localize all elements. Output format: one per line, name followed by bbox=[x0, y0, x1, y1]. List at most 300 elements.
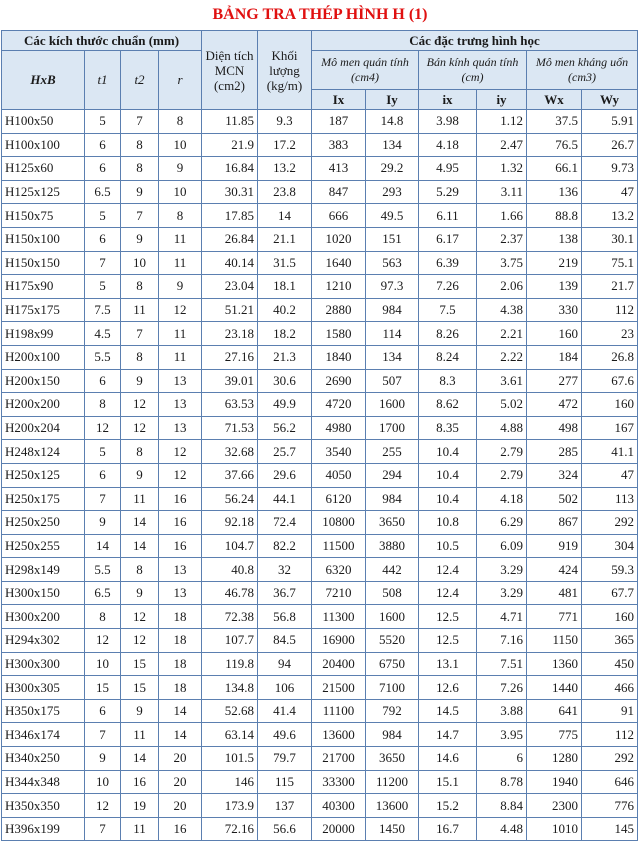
cell-r: 11 bbox=[159, 322, 202, 346]
cell-t1: 4.5 bbox=[85, 322, 121, 346]
cell-iy: 255 bbox=[366, 440, 419, 464]
cell-t2: 7 bbox=[121, 110, 159, 134]
cell-r: 16 bbox=[159, 817, 202, 841]
cell-t2: 14 bbox=[121, 534, 159, 558]
cell-t1: 6 bbox=[85, 227, 121, 251]
cell-designation: H294x302 bbox=[2, 629, 85, 653]
cell-r: 9 bbox=[159, 275, 202, 299]
cell-weight: 137 bbox=[258, 794, 312, 818]
cell-wy: 292 bbox=[582, 511, 638, 535]
cell-wy: 30.1 bbox=[582, 227, 638, 251]
cell-ix: 1840 bbox=[312, 345, 366, 369]
table-row bbox=[2, 110, 638, 134]
cell-ry: 2.06 bbox=[477, 275, 527, 299]
cell-wy: 67.6 bbox=[582, 369, 638, 393]
cell-wx: 502 bbox=[527, 487, 582, 511]
cell-area: 56.24 bbox=[202, 487, 258, 511]
cell-r: 13 bbox=[159, 581, 202, 605]
cell-ry: 8.78 bbox=[477, 770, 527, 794]
cell-rx: 8.3 bbox=[419, 369, 477, 393]
cell-ry: 4.38 bbox=[477, 298, 527, 322]
cell-r: 10 bbox=[159, 133, 202, 157]
cell-designation: H340x250 bbox=[2, 747, 85, 771]
cell-wx: 160 bbox=[527, 322, 582, 346]
cell-area: 72.38 bbox=[202, 605, 258, 629]
cell-t2: 14 bbox=[121, 747, 159, 771]
cell-ry: 2.47 bbox=[477, 133, 527, 157]
cell-weight: 31.5 bbox=[258, 251, 312, 275]
cell-t1: 5.5 bbox=[85, 345, 121, 369]
cell-ry: 3.11 bbox=[477, 180, 527, 204]
cell-t1: 7.5 bbox=[85, 298, 121, 322]
col-iy-header: Iy bbox=[366, 90, 419, 110]
cell-ry: 7.26 bbox=[477, 676, 527, 700]
cell-r: 12 bbox=[159, 298, 202, 322]
cell-designation: H396x199 bbox=[2, 817, 85, 841]
cell-iy: 3650 bbox=[366, 511, 419, 535]
cell-wy: 646 bbox=[582, 770, 638, 794]
cell-wy: 13.2 bbox=[582, 204, 638, 228]
cell-r: 14 bbox=[159, 723, 202, 747]
table-row bbox=[2, 440, 638, 464]
cell-iy: 14.8 bbox=[366, 110, 419, 134]
cell-t2: 12 bbox=[121, 416, 159, 440]
cell-t2: 9 bbox=[121, 699, 159, 723]
cell-t2: 8 bbox=[121, 558, 159, 582]
cell-t1: 12 bbox=[85, 794, 121, 818]
table-row bbox=[2, 605, 638, 629]
cell-iy: 3880 bbox=[366, 534, 419, 558]
cell-ix: 1640 bbox=[312, 251, 366, 275]
modulus-header: Mô men kháng uốn (cm3) bbox=[527, 51, 638, 90]
cell-r: 13 bbox=[159, 558, 202, 582]
cell-wy: 67.7 bbox=[582, 581, 638, 605]
cell-r: 18 bbox=[159, 629, 202, 653]
cell-ry: 6 bbox=[477, 747, 527, 771]
cell-weight: 21.3 bbox=[258, 345, 312, 369]
radius-header: Bán kính quán tính (cm) bbox=[419, 51, 527, 90]
table-row bbox=[2, 369, 638, 393]
cell-rx: 10.4 bbox=[419, 487, 477, 511]
cell-ry: 7.16 bbox=[477, 629, 527, 653]
cell-iy: 11200 bbox=[366, 770, 419, 794]
cell-ix: 1580 bbox=[312, 322, 366, 346]
cell-designation: H250x250 bbox=[2, 511, 85, 535]
cell-ix: 4980 bbox=[312, 416, 366, 440]
cell-ix: 6320 bbox=[312, 558, 366, 582]
cell-weight: 40.2 bbox=[258, 298, 312, 322]
cell-t1: 5 bbox=[85, 204, 121, 228]
cell-r: 11 bbox=[159, 227, 202, 251]
cell-ry: 1.32 bbox=[477, 157, 527, 181]
cell-area: 17.85 bbox=[202, 204, 258, 228]
cell-wy: 160 bbox=[582, 393, 638, 417]
cell-weight: 56.2 bbox=[258, 416, 312, 440]
cell-ry: 1.66 bbox=[477, 204, 527, 228]
cell-iy: 984 bbox=[366, 487, 419, 511]
cell-designation: H248x124 bbox=[2, 440, 85, 464]
cell-designation: H150x75 bbox=[2, 204, 85, 228]
cell-t2: 15 bbox=[121, 652, 159, 676]
cell-weight: 56.8 bbox=[258, 605, 312, 629]
table-row bbox=[2, 133, 638, 157]
cell-t1: 5.5 bbox=[85, 558, 121, 582]
cell-area: 104.7 bbox=[202, 534, 258, 558]
cell-iy: 13600 bbox=[366, 794, 419, 818]
cell-rx: 6.39 bbox=[419, 251, 477, 275]
cell-weight: 84.5 bbox=[258, 629, 312, 653]
cell-designation: H100x100 bbox=[2, 133, 85, 157]
cell-designation: H300x300 bbox=[2, 652, 85, 676]
cell-iy: 1600 bbox=[366, 393, 419, 417]
cell-wy: 160 bbox=[582, 605, 638, 629]
cell-t1: 9 bbox=[85, 747, 121, 771]
cell-t2: 8 bbox=[121, 157, 159, 181]
cell-wx: 285 bbox=[527, 440, 582, 464]
cell-designation: H200x100 bbox=[2, 345, 85, 369]
cell-wx: 184 bbox=[527, 345, 582, 369]
cell-weight: 21.1 bbox=[258, 227, 312, 251]
cell-area: 72.16 bbox=[202, 817, 258, 841]
cell-designation: H350x175 bbox=[2, 699, 85, 723]
weight-header: Khối lượng (kg/m) bbox=[258, 31, 312, 110]
cell-rx: 12.4 bbox=[419, 558, 477, 582]
cell-iy: 49.5 bbox=[366, 204, 419, 228]
table-row bbox=[2, 204, 638, 228]
cell-t2: 15 bbox=[121, 676, 159, 700]
cell-area: 21.9 bbox=[202, 133, 258, 157]
cell-t1: 6.5 bbox=[85, 581, 121, 605]
table-row bbox=[2, 227, 638, 251]
cell-ix: 33300 bbox=[312, 770, 366, 794]
cell-rx: 14.6 bbox=[419, 747, 477, 771]
cell-weight: 79.7 bbox=[258, 747, 312, 771]
cell-t1: 10 bbox=[85, 652, 121, 676]
table-row bbox=[2, 770, 638, 794]
cell-t1: 7 bbox=[85, 817, 121, 841]
cell-t1: 7 bbox=[85, 723, 121, 747]
table-row bbox=[2, 723, 638, 747]
cell-area: 134.8 bbox=[202, 676, 258, 700]
cell-ix: 21500 bbox=[312, 676, 366, 700]
cell-weight: 13.2 bbox=[258, 157, 312, 181]
cell-weight: 36.7 bbox=[258, 581, 312, 605]
cell-rx: 8.62 bbox=[419, 393, 477, 417]
cell-designation: H298x149 bbox=[2, 558, 85, 582]
cell-wy: 145 bbox=[582, 817, 638, 841]
cell-wx: 330 bbox=[527, 298, 582, 322]
cell-ry: 8.84 bbox=[477, 794, 527, 818]
cell-weight: 94 bbox=[258, 652, 312, 676]
cell-t1: 14 bbox=[85, 534, 121, 558]
cell-designation: H198x99 bbox=[2, 322, 85, 346]
cell-ry: 3.75 bbox=[477, 251, 527, 275]
cell-designation: H346x174 bbox=[2, 723, 85, 747]
table-row bbox=[2, 794, 638, 818]
cell-rx: 12.5 bbox=[419, 629, 477, 653]
cell-weight: 25.7 bbox=[258, 440, 312, 464]
cell-rx: 7.5 bbox=[419, 298, 477, 322]
area-header: Diện tích MCN (cm2) bbox=[202, 31, 258, 110]
cell-ix: 10800 bbox=[312, 511, 366, 535]
cell-designation: H200x204 bbox=[2, 416, 85, 440]
cell-weight: 115 bbox=[258, 770, 312, 794]
table-row bbox=[2, 699, 638, 723]
cell-ix: 21700 bbox=[312, 747, 366, 771]
cell-wx: 867 bbox=[527, 511, 582, 535]
cell-t2: 12 bbox=[121, 629, 159, 653]
cell-r: 20 bbox=[159, 794, 202, 818]
cell-weight: 82.2 bbox=[258, 534, 312, 558]
cell-weight: 32 bbox=[258, 558, 312, 582]
cell-wx: 324 bbox=[527, 463, 582, 487]
cell-wy: 776 bbox=[582, 794, 638, 818]
cell-wy: 26.8 bbox=[582, 345, 638, 369]
cell-iy: 293 bbox=[366, 180, 419, 204]
cell-ry: 2.21 bbox=[477, 322, 527, 346]
col-rx-header: ix bbox=[419, 90, 477, 110]
cell-ry: 3.29 bbox=[477, 558, 527, 582]
cell-rx: 12.5 bbox=[419, 605, 477, 629]
cell-t2: 11 bbox=[121, 298, 159, 322]
table-row bbox=[2, 322, 638, 346]
cell-ix: 13600 bbox=[312, 723, 366, 747]
cell-t2: 8 bbox=[121, 133, 159, 157]
cell-r: 14 bbox=[159, 699, 202, 723]
cell-r: 9 bbox=[159, 157, 202, 181]
table-row bbox=[2, 534, 638, 558]
cell-area: 107.7 bbox=[202, 629, 258, 653]
cell-wx: 139 bbox=[527, 275, 582, 299]
cell-t1: 15 bbox=[85, 676, 121, 700]
cell-wy: 292 bbox=[582, 747, 638, 771]
cell-t1: 6 bbox=[85, 157, 121, 181]
cell-designation: H250x255 bbox=[2, 534, 85, 558]
col-t2-header: t2 bbox=[121, 51, 159, 110]
cell-wy: 466 bbox=[582, 676, 638, 700]
cell-designation: H350x350 bbox=[2, 794, 85, 818]
cell-area: 16.84 bbox=[202, 157, 258, 181]
cell-t2: 7 bbox=[121, 322, 159, 346]
cell-ry: 2.37 bbox=[477, 227, 527, 251]
cell-area: 40.8 bbox=[202, 558, 258, 582]
cell-ix: 847 bbox=[312, 180, 366, 204]
cell-iy: 1600 bbox=[366, 605, 419, 629]
cell-iy: 508 bbox=[366, 581, 419, 605]
cell-designation: H200x150 bbox=[2, 369, 85, 393]
cell-ry: 3.29 bbox=[477, 581, 527, 605]
cell-iy: 134 bbox=[366, 133, 419, 157]
cell-ix: 4050 bbox=[312, 463, 366, 487]
cell-t1: 12 bbox=[85, 416, 121, 440]
cell-weight: 29.6 bbox=[258, 463, 312, 487]
cell-ry: 7.51 bbox=[477, 652, 527, 676]
cell-rx: 15.1 bbox=[419, 770, 477, 794]
cell-t1: 8 bbox=[85, 605, 121, 629]
cell-area: 23.18 bbox=[202, 322, 258, 346]
cell-r: 13 bbox=[159, 369, 202, 393]
cell-iy: 134 bbox=[366, 345, 419, 369]
cell-r: 18 bbox=[159, 676, 202, 700]
cell-ry: 4.18 bbox=[477, 487, 527, 511]
cell-iy: 97.3 bbox=[366, 275, 419, 299]
cell-rx: 14.5 bbox=[419, 699, 477, 723]
cell-weight: 23.8 bbox=[258, 180, 312, 204]
cell-t2: 12 bbox=[121, 605, 159, 629]
cell-rx: 3.98 bbox=[419, 110, 477, 134]
cell-ix: 7210 bbox=[312, 581, 366, 605]
cell-rx: 12.6 bbox=[419, 676, 477, 700]
cell-wy: 450 bbox=[582, 652, 638, 676]
cell-ry: 2.22 bbox=[477, 345, 527, 369]
cell-wy: 91 bbox=[582, 699, 638, 723]
cell-t1: 10 bbox=[85, 770, 121, 794]
cell-area: 52.68 bbox=[202, 699, 258, 723]
cell-ry: 2.79 bbox=[477, 463, 527, 487]
cell-t1: 6 bbox=[85, 369, 121, 393]
cell-iy: 507 bbox=[366, 369, 419, 393]
cell-ry: 1.12 bbox=[477, 110, 527, 134]
cell-t2: 10 bbox=[121, 251, 159, 275]
cell-wy: 113 bbox=[582, 487, 638, 511]
cell-wx: 472 bbox=[527, 393, 582, 417]
cell-rx: 7.26 bbox=[419, 275, 477, 299]
props-group-header: Các đặc trưng hình học bbox=[312, 31, 638, 51]
cell-ix: 11100 bbox=[312, 699, 366, 723]
cell-iy: 294 bbox=[366, 463, 419, 487]
cell-wx: 1440 bbox=[527, 676, 582, 700]
cell-area: 146 bbox=[202, 770, 258, 794]
cell-t2: 16 bbox=[121, 770, 159, 794]
cell-wy: 167 bbox=[582, 416, 638, 440]
cell-r: 8 bbox=[159, 204, 202, 228]
cell-area: 23.04 bbox=[202, 275, 258, 299]
cell-designation: H300x150 bbox=[2, 581, 85, 605]
cell-ix: 1210 bbox=[312, 275, 366, 299]
cell-designation: H175x175 bbox=[2, 298, 85, 322]
cell-area: 46.78 bbox=[202, 581, 258, 605]
table-row bbox=[2, 251, 638, 275]
steel-h-table bbox=[1, 30, 638, 841]
cell-area: 71.53 bbox=[202, 416, 258, 440]
cell-t1: 6 bbox=[85, 133, 121, 157]
page-title: BẢNG TRA THÉP HÌNH H (1) bbox=[212, 6, 428, 23]
cell-wy: 5.91 bbox=[582, 110, 638, 134]
cell-weight: 30.6 bbox=[258, 369, 312, 393]
cell-t2: 9 bbox=[121, 369, 159, 393]
cell-r: 16 bbox=[159, 534, 202, 558]
cell-t1: 7 bbox=[85, 487, 121, 511]
cell-area: 101.5 bbox=[202, 747, 258, 771]
cell-iy: 1450 bbox=[366, 817, 419, 841]
cell-t1: 5 bbox=[85, 440, 121, 464]
col-ix-header: Ix bbox=[312, 90, 366, 110]
cell-rx: 14.7 bbox=[419, 723, 477, 747]
cell-weight: 106 bbox=[258, 676, 312, 700]
table-row bbox=[2, 747, 638, 771]
cell-weight: 14 bbox=[258, 204, 312, 228]
cell-r: 8 bbox=[159, 110, 202, 134]
table-row bbox=[2, 275, 638, 299]
cell-weight: 44.1 bbox=[258, 487, 312, 511]
cell-t1: 8 bbox=[85, 393, 121, 417]
cell-rx: 13.1 bbox=[419, 652, 477, 676]
cell-ix: 666 bbox=[312, 204, 366, 228]
cell-ry: 3.88 bbox=[477, 699, 527, 723]
cell-ry: 6.29 bbox=[477, 511, 527, 535]
cell-designation: H150x150 bbox=[2, 251, 85, 275]
cell-ix: 2880 bbox=[312, 298, 366, 322]
table-row bbox=[2, 652, 638, 676]
table-row bbox=[2, 393, 638, 417]
table-row bbox=[2, 463, 638, 487]
cell-area: 63.14 bbox=[202, 723, 258, 747]
cell-designation: H300x200 bbox=[2, 605, 85, 629]
cell-t1: 6 bbox=[85, 699, 121, 723]
cell-rx: 8.35 bbox=[419, 416, 477, 440]
cell-t1: 6.5 bbox=[85, 180, 121, 204]
table-row bbox=[2, 416, 638, 440]
cell-wy: 21.7 bbox=[582, 275, 638, 299]
cell-wy: 112 bbox=[582, 723, 638, 747]
cell-ix: 413 bbox=[312, 157, 366, 181]
cell-r: 16 bbox=[159, 487, 202, 511]
cell-designation: H175x90 bbox=[2, 275, 85, 299]
cell-weight: 49.6 bbox=[258, 723, 312, 747]
cell-rx: 16.7 bbox=[419, 817, 477, 841]
cell-ix: 16900 bbox=[312, 629, 366, 653]
dims-group-header: Các kích thước chuẩn (mm) bbox=[2, 31, 202, 51]
cell-area: 63.53 bbox=[202, 393, 258, 417]
cell-ry: 4.71 bbox=[477, 605, 527, 629]
cell-iy: 6750 bbox=[366, 652, 419, 676]
cell-designation: H125x125 bbox=[2, 180, 85, 204]
cell-wx: 1150 bbox=[527, 629, 582, 653]
table-row bbox=[2, 817, 638, 841]
cell-t2: 9 bbox=[121, 227, 159, 251]
cell-ix: 40300 bbox=[312, 794, 366, 818]
cell-area: 30.31 bbox=[202, 180, 258, 204]
cell-wx: 641 bbox=[527, 699, 582, 723]
cell-iy: 151 bbox=[366, 227, 419, 251]
cell-ry: 3.95 bbox=[477, 723, 527, 747]
table-body bbox=[2, 110, 638, 841]
cell-rx: 15.2 bbox=[419, 794, 477, 818]
table-row bbox=[2, 511, 638, 535]
cell-wx: 2300 bbox=[527, 794, 582, 818]
cell-area: 40.14 bbox=[202, 251, 258, 275]
cell-wx: 136 bbox=[527, 180, 582, 204]
cell-designation: H100x50 bbox=[2, 110, 85, 134]
col-t1-header: t1 bbox=[85, 51, 121, 110]
cell-ry: 2.79 bbox=[477, 440, 527, 464]
cell-wx: 1010 bbox=[527, 817, 582, 841]
cell-r: 20 bbox=[159, 770, 202, 794]
cell-wx: 775 bbox=[527, 723, 582, 747]
cell-weight: 49.9 bbox=[258, 393, 312, 417]
cell-area: 173.9 bbox=[202, 794, 258, 818]
cell-designation: H250x125 bbox=[2, 463, 85, 487]
cell-rx: 12.4 bbox=[419, 581, 477, 605]
cell-rx: 4.18 bbox=[419, 133, 477, 157]
table-row bbox=[2, 558, 638, 582]
cell-iy: 7100 bbox=[366, 676, 419, 700]
cell-wx: 481 bbox=[527, 581, 582, 605]
cell-ix: 383 bbox=[312, 133, 366, 157]
table-row bbox=[2, 345, 638, 369]
cell-ry: 4.88 bbox=[477, 416, 527, 440]
cell-designation: H250x175 bbox=[2, 487, 85, 511]
